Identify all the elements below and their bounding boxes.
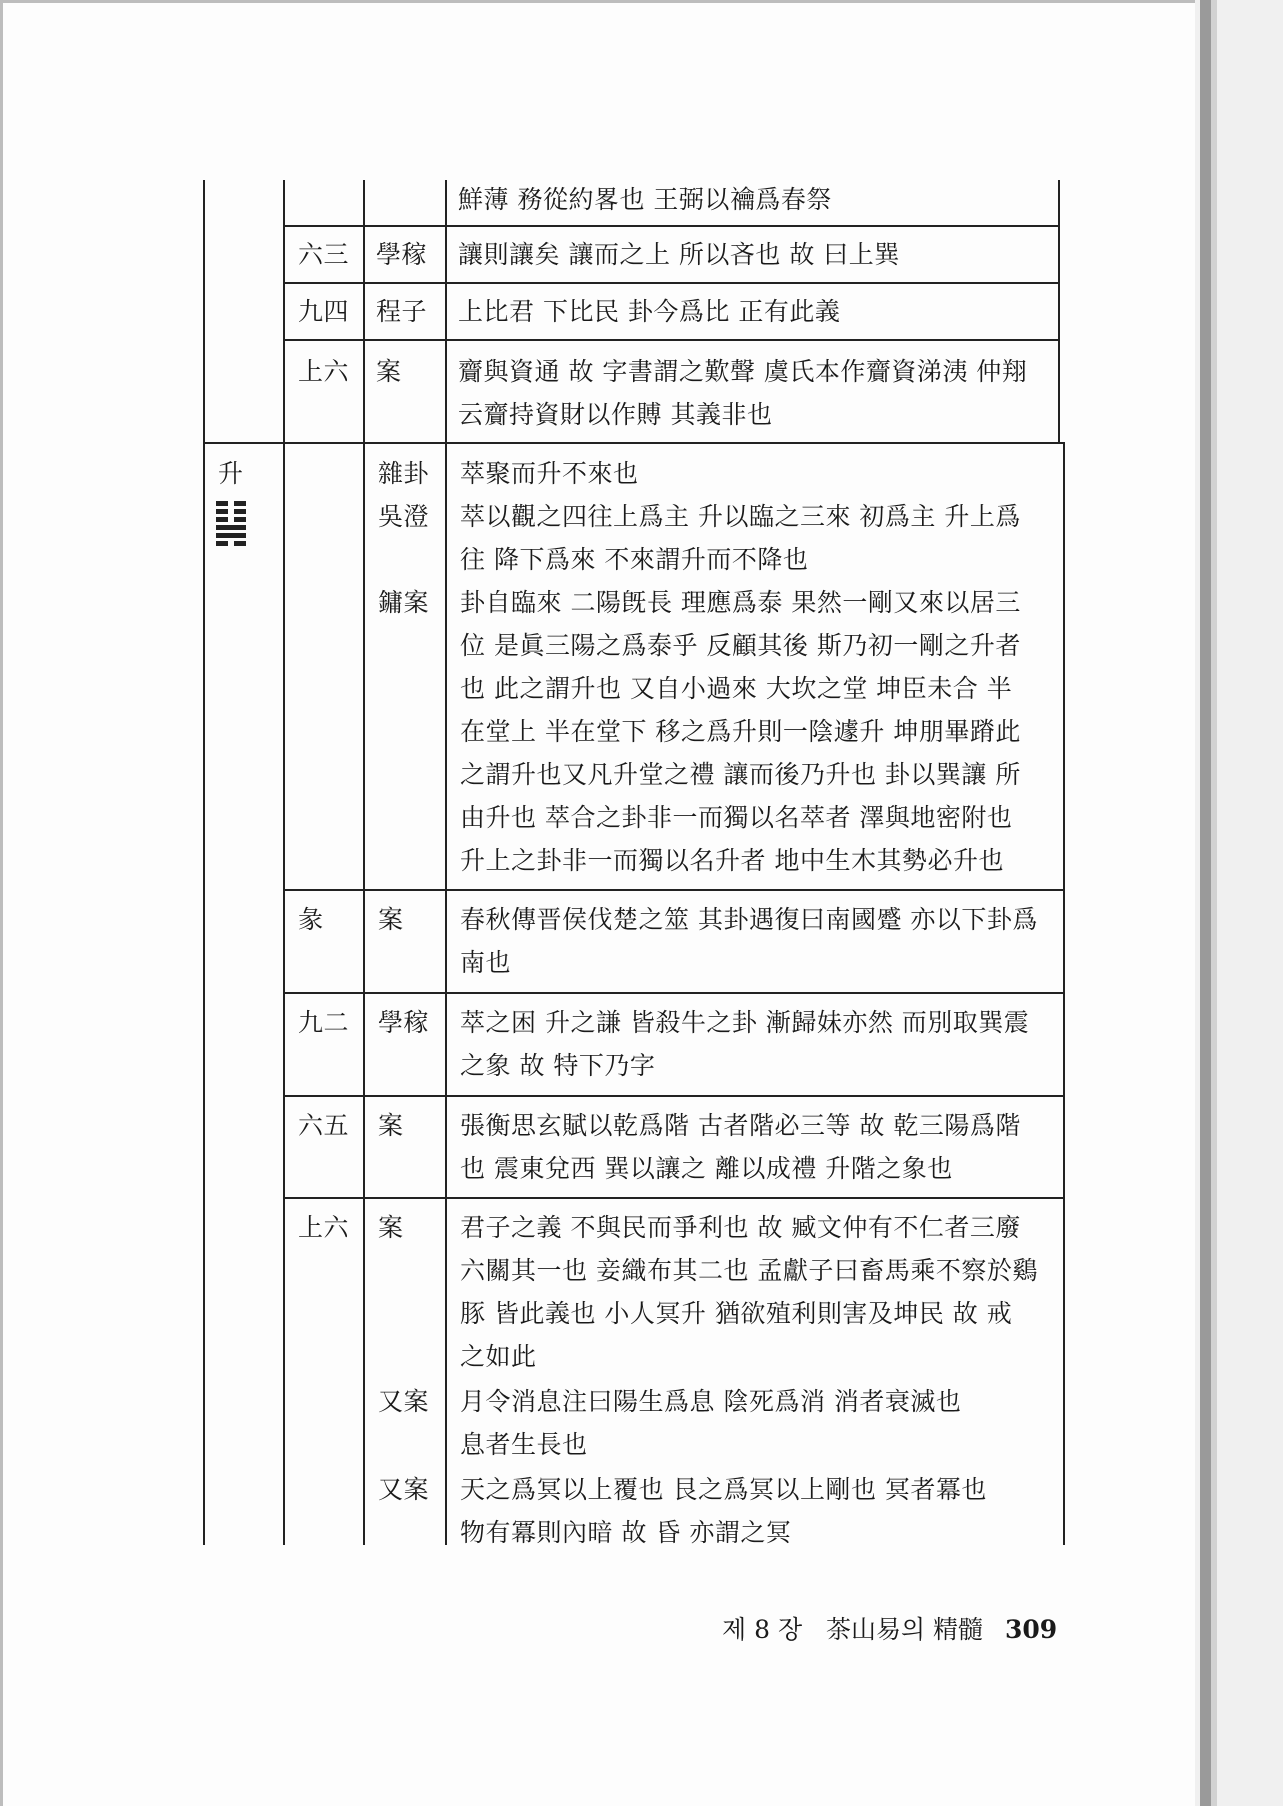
table-row-text: 云齎持資財以作賻 其義非也 [458, 400, 773, 429]
entry-text: 位 是眞三陽之爲泰乎 反顧其後 斯乃初一剛之升者 [460, 631, 1021, 660]
entry-text: 月令消息注曰陽生爲息 陰死爲消 消者衰滅也 [460, 1387, 962, 1416]
author-label: 又案 [378, 1475, 430, 1504]
entry-text: 在堂上 半在堂下 移之爲升則一陰遽升 坤朋畢蹐此 [460, 717, 1021, 746]
row-divider [283, 992, 1065, 994]
entry-text: 之謂升也又凡升堂之禮 讓而後乃升也 卦以巽讓 所 [460, 760, 1021, 789]
author-label: 又案 [378, 1387, 430, 1416]
entry-text: 息者生長也 [460, 1430, 588, 1459]
page-edge-shadow [1211, 0, 1217, 1806]
author-label: 鏞案 [378, 588, 430, 617]
entry-text: 也 此之謂升也 又自小過來 大坎之堂 坤臣未合 半 [460, 674, 1013, 703]
page-edge-left [0, 0, 3, 1806]
line-label: 九四 [298, 297, 350, 326]
entry-text: 物有冪則內暗 故 昏 亦謂之冥 [460, 1518, 792, 1547]
chapter-label: 제 8 장 [722, 1615, 803, 1644]
table-row-text: 鮮薄 務從約畧也 王弼以禴爲春祭 [458, 185, 832, 214]
author-label: 案 [378, 1213, 404, 1242]
table-row-text: 南也 [460, 948, 512, 977]
table-row-text: 萃之困 升之謙 皆殺牛之卦 漸歸妹亦然 而別取巽震 [460, 1008, 1030, 1037]
table-column-divider-author [363, 180, 365, 1545]
entry-text: 萃聚而升不來也 [460, 459, 639, 488]
section-divider [203, 442, 1065, 444]
row-divider [283, 339, 1060, 341]
row-divider [283, 282, 1060, 284]
entry-text: 天之爲冥以上覆也 艮之爲冥以上剛也 冥者冪也 [460, 1475, 987, 1504]
entry-text: 萃以觀之四往上爲主 升以臨之三來 初爲主 升上爲 [460, 502, 1021, 531]
table-row-text: 也 震東兌西 巽以讓之 離以成禮 升階之象也 [460, 1154, 953, 1183]
line-label: 上六 [298, 357, 350, 386]
table-row-text: 齎與資通 故 字書謂之歎聲 虞氏本作齎資涕洟 仲翔 [458, 357, 1028, 386]
line-label: 六五 [298, 1111, 350, 1140]
entry-text: 升上之卦非一而獨以名升者 地中生木其勢必升也 [460, 846, 1004, 875]
author-label: 雜卦 [378, 459, 430, 488]
line-label: 六三 [298, 240, 350, 269]
table-column-divider-line [283, 180, 285, 1545]
page-edge-right [1200, 0, 1211, 1806]
entry-text: 往 降下爲來 不來謂升而不降也 [460, 545, 809, 574]
entry-text: 由升也 萃合之卦非一而獨以名萃者 澤與地密附也 [460, 803, 1013, 832]
author-label: 學稼 [378, 1008, 430, 1037]
line-label: 彖 [298, 905, 324, 934]
entry-text: 卦自臨來 二陽旣長 理應爲泰 果然一剛又來以居三 [460, 588, 1021, 617]
table-border-left [203, 180, 205, 1545]
page-footer [722, 1610, 1057, 1646]
chapter-title: 茶山易의 精髓 [825, 1615, 984, 1644]
table-border-right-bottom [1063, 443, 1065, 1545]
row-divider [283, 889, 1065, 891]
line-label: 上六 [298, 1213, 350, 1242]
page-edge-top [0, 0, 1210, 3]
row-divider [283, 1197, 1065, 1199]
author-label: 案 [378, 1111, 404, 1140]
table-column-divider-text [445, 180, 447, 1545]
entry-text: 之如此 [460, 1342, 537, 1371]
hexagram-name: 升 [218, 459, 244, 488]
table-row-text: 讓則讓矣 讓而之上 所以吝也 故 曰上巽 [458, 240, 900, 269]
table-row-text: 張衡思玄賦以乾爲階 古者階必三等 故 乾三陽爲階 [460, 1111, 1021, 1140]
author-label: 程子 [376, 297, 428, 326]
entry-text: 豚 皆此義也 小人冥升 猶欲殖利則害及坤民 故 戒 [460, 1299, 1013, 1328]
author-label: 案 [378, 905, 404, 934]
hexagram-sheng-icon [216, 501, 246, 549]
author-label: 吳澄 [378, 502, 430, 531]
entry-text: 君子之義 不與民而爭利也 故 臧文仲有不仁者三廢 [460, 1213, 1021, 1242]
table-border-right-top [1058, 180, 1060, 444]
table-row-text: 春秋傳晋侯伐楚之筮 其卦遇復曰南國蹙 亦以下卦爲 [460, 905, 1038, 934]
author-label: 學稼 [376, 240, 428, 269]
row-divider [283, 1095, 1065, 1097]
table-row-text: 之象 故 特下乃字 [460, 1051, 656, 1080]
line-label: 九二 [298, 1008, 350, 1037]
author-label: 案 [376, 357, 402, 386]
entry-text: 六關其一也 妾織布其二也 孟獻子曰畜馬乘不察於鷄 [460, 1256, 1038, 1285]
table-row-text: 上比君 下比民 卦今爲比 正有此義 [458, 297, 841, 326]
row-divider [283, 225, 1060, 227]
page-number: 309 [1005, 1615, 1058, 1644]
